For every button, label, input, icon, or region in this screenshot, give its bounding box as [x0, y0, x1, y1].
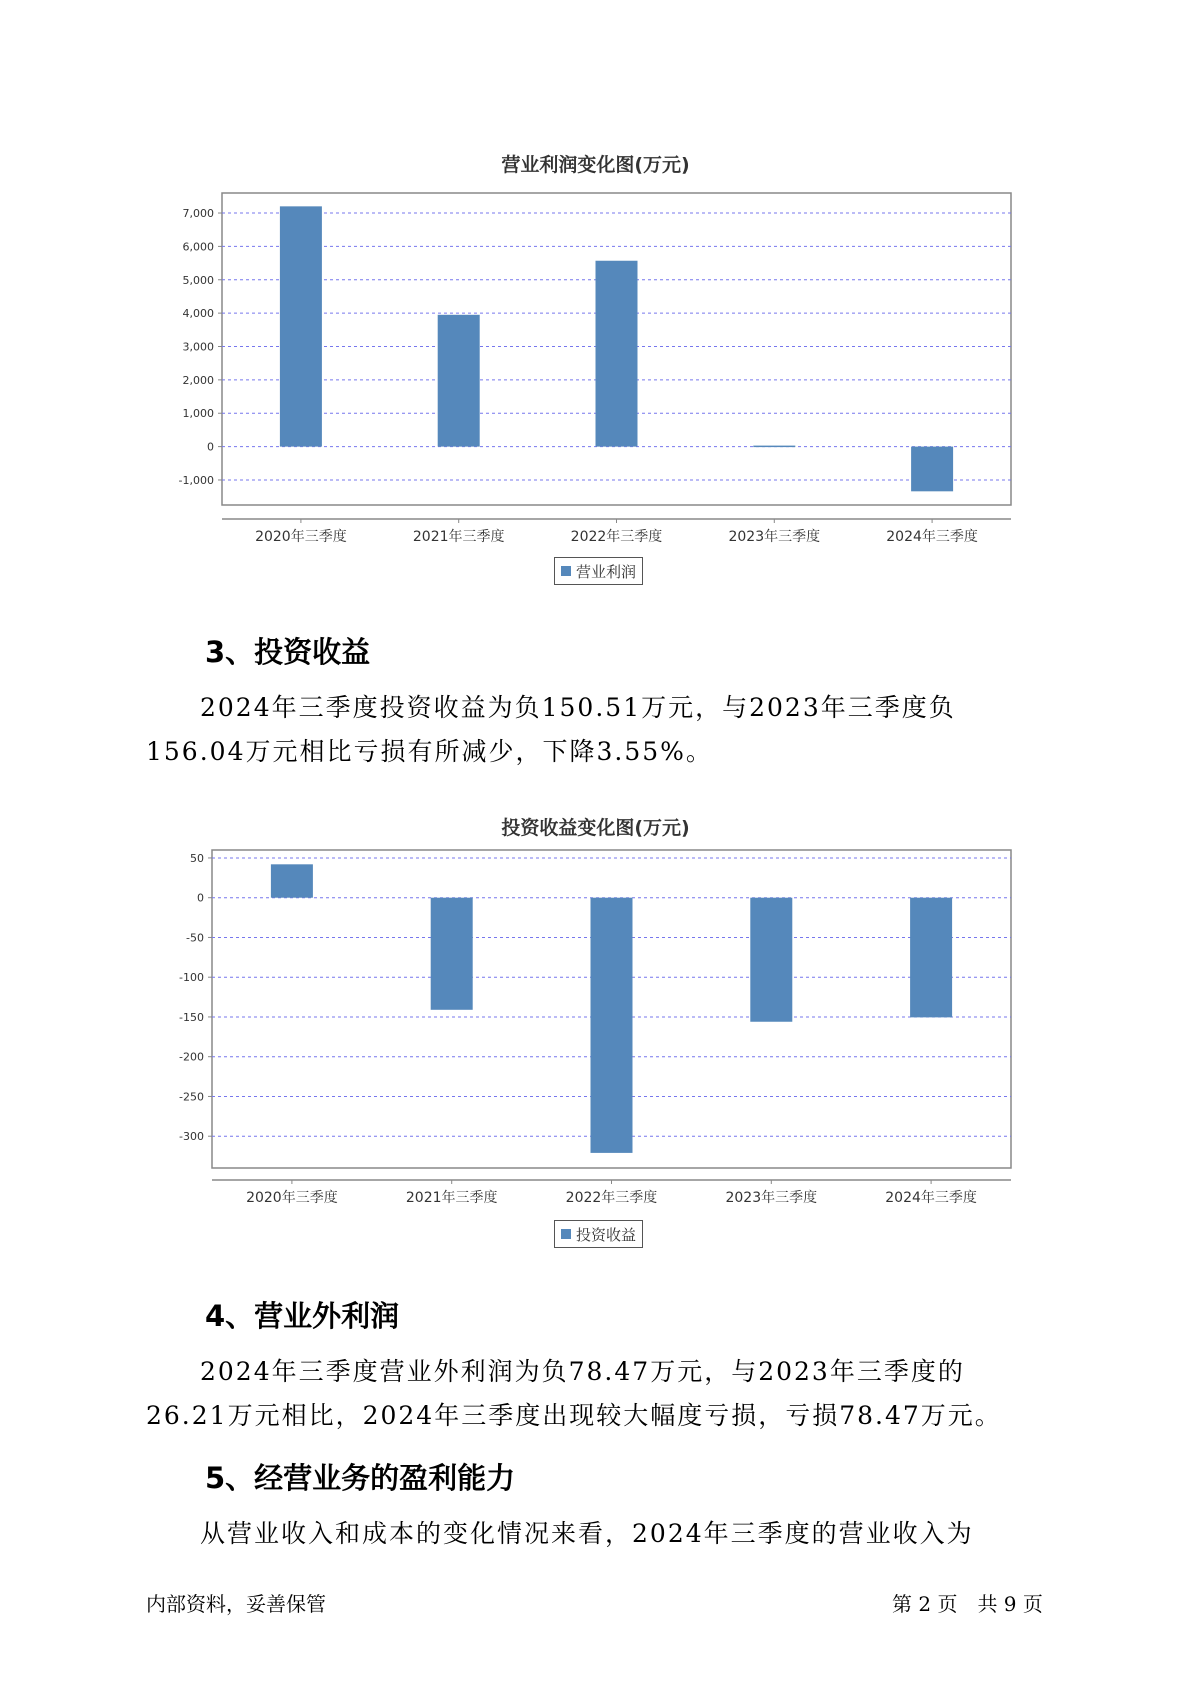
x-tick-label: 2022年三季度 [570, 529, 663, 545]
section-paragraph-non-operating-profit [146, 1350, 1046, 1438]
section-paragraph-profitability [146, 1512, 1046, 1556]
legend-swatch [561, 566, 571, 576]
y-tick-label: 1,000 [182, 407, 214, 421]
y-tick-label: 5,000 [182, 273, 214, 287]
paragraph-text: 从营业收入和成本的变化情况来看，2024年三季度的营业收入为 [200, 1519, 974, 1548]
paragraph-text: 2024年三季度投资收益为负150.51万元，与2023年三季度负156.04万元相比亏损有所减少，下降3.55%。 [146, 693, 956, 766]
y-tick-label: -200 [179, 1050, 204, 1064]
section-paragraph-investment-income [146, 686, 1046, 774]
x-tick-label: 2022年三季度 [565, 1190, 658, 1206]
section-heading-non-operating-profit: 4、营业外利润 [205, 1299, 400, 1333]
y-tick-label: -300 [179, 1130, 204, 1144]
y-tick-label: 0 [207, 440, 214, 454]
x-tick-label: 2021年三季度 [405, 1190, 498, 1206]
footer-page-number: 第 2 页 共 9 页 [892, 1592, 1043, 1616]
legend-label: 投资收益 [576, 1225, 637, 1244]
y-tick-label: 3,000 [182, 340, 214, 354]
legend-label: 营业利润 [576, 562, 637, 581]
y-tick-label: -150 [179, 1010, 204, 1024]
bar [591, 898, 633, 1153]
x-tick-label: 2020年三季度 [255, 529, 347, 545]
bar [438, 315, 480, 447]
legend-swatch [561, 1229, 571, 1239]
bar [431, 898, 473, 1010]
y-tick-label: 6,000 [182, 240, 214, 254]
chart-investment-income [0, 848, 1191, 1218]
bar [910, 898, 952, 1018]
y-tick-label: -1,000 [178, 473, 214, 487]
y-tick-label: 4,000 [182, 307, 214, 321]
chart-legend-operating-profit [554, 557, 643, 585]
y-tick-label: -250 [179, 1090, 204, 1104]
x-tick-label: 2020年三季度 [246, 1190, 338, 1206]
bar [750, 898, 792, 1022]
bar [271, 864, 313, 897]
y-tick-label: 50 [190, 851, 204, 865]
x-tick-label: 2021年三季度 [412, 529, 505, 545]
x-tick-label: 2024年三季度 [885, 1190, 977, 1206]
x-tick-label: 2023年三季度 [725, 1190, 818, 1206]
bar [596, 261, 638, 447]
footer-confidential-note: 内部资料，妥善保管 [146, 1592, 326, 1616]
y-tick-label: 7,000 [182, 207, 214, 221]
y-tick-label: 0 [197, 891, 204, 905]
chart-title-operating-profit: 营业利润变化图(万元) [501, 154, 690, 176]
section-heading-investment-income: 3、投资收益 [205, 635, 371, 669]
x-tick-label: 2024年三季度 [886, 529, 978, 545]
chart-title-investment-income: 投资收益变化图(万元) [501, 817, 690, 839]
bar [911, 447, 953, 492]
bar [753, 446, 795, 448]
bar [280, 206, 322, 446]
y-tick-label: -50 [186, 931, 204, 945]
section-heading-profitability: 5、经营业务的盈利能力 [205, 1461, 516, 1495]
y-tick-label: 2,000 [182, 373, 214, 387]
x-tick-label: 2023年三季度 [728, 529, 821, 545]
chart-operating-profit [0, 185, 1191, 545]
y-tick-label: -100 [179, 971, 204, 985]
paragraph-text: 2024年三季度营业外利润为负78.47万元，与2023年三季度的26.21万元相比，2024年三季度出现较大幅度亏损，亏损78.47万元。 [146, 1357, 1002, 1430]
chart-legend-investment-income [554, 1220, 643, 1248]
